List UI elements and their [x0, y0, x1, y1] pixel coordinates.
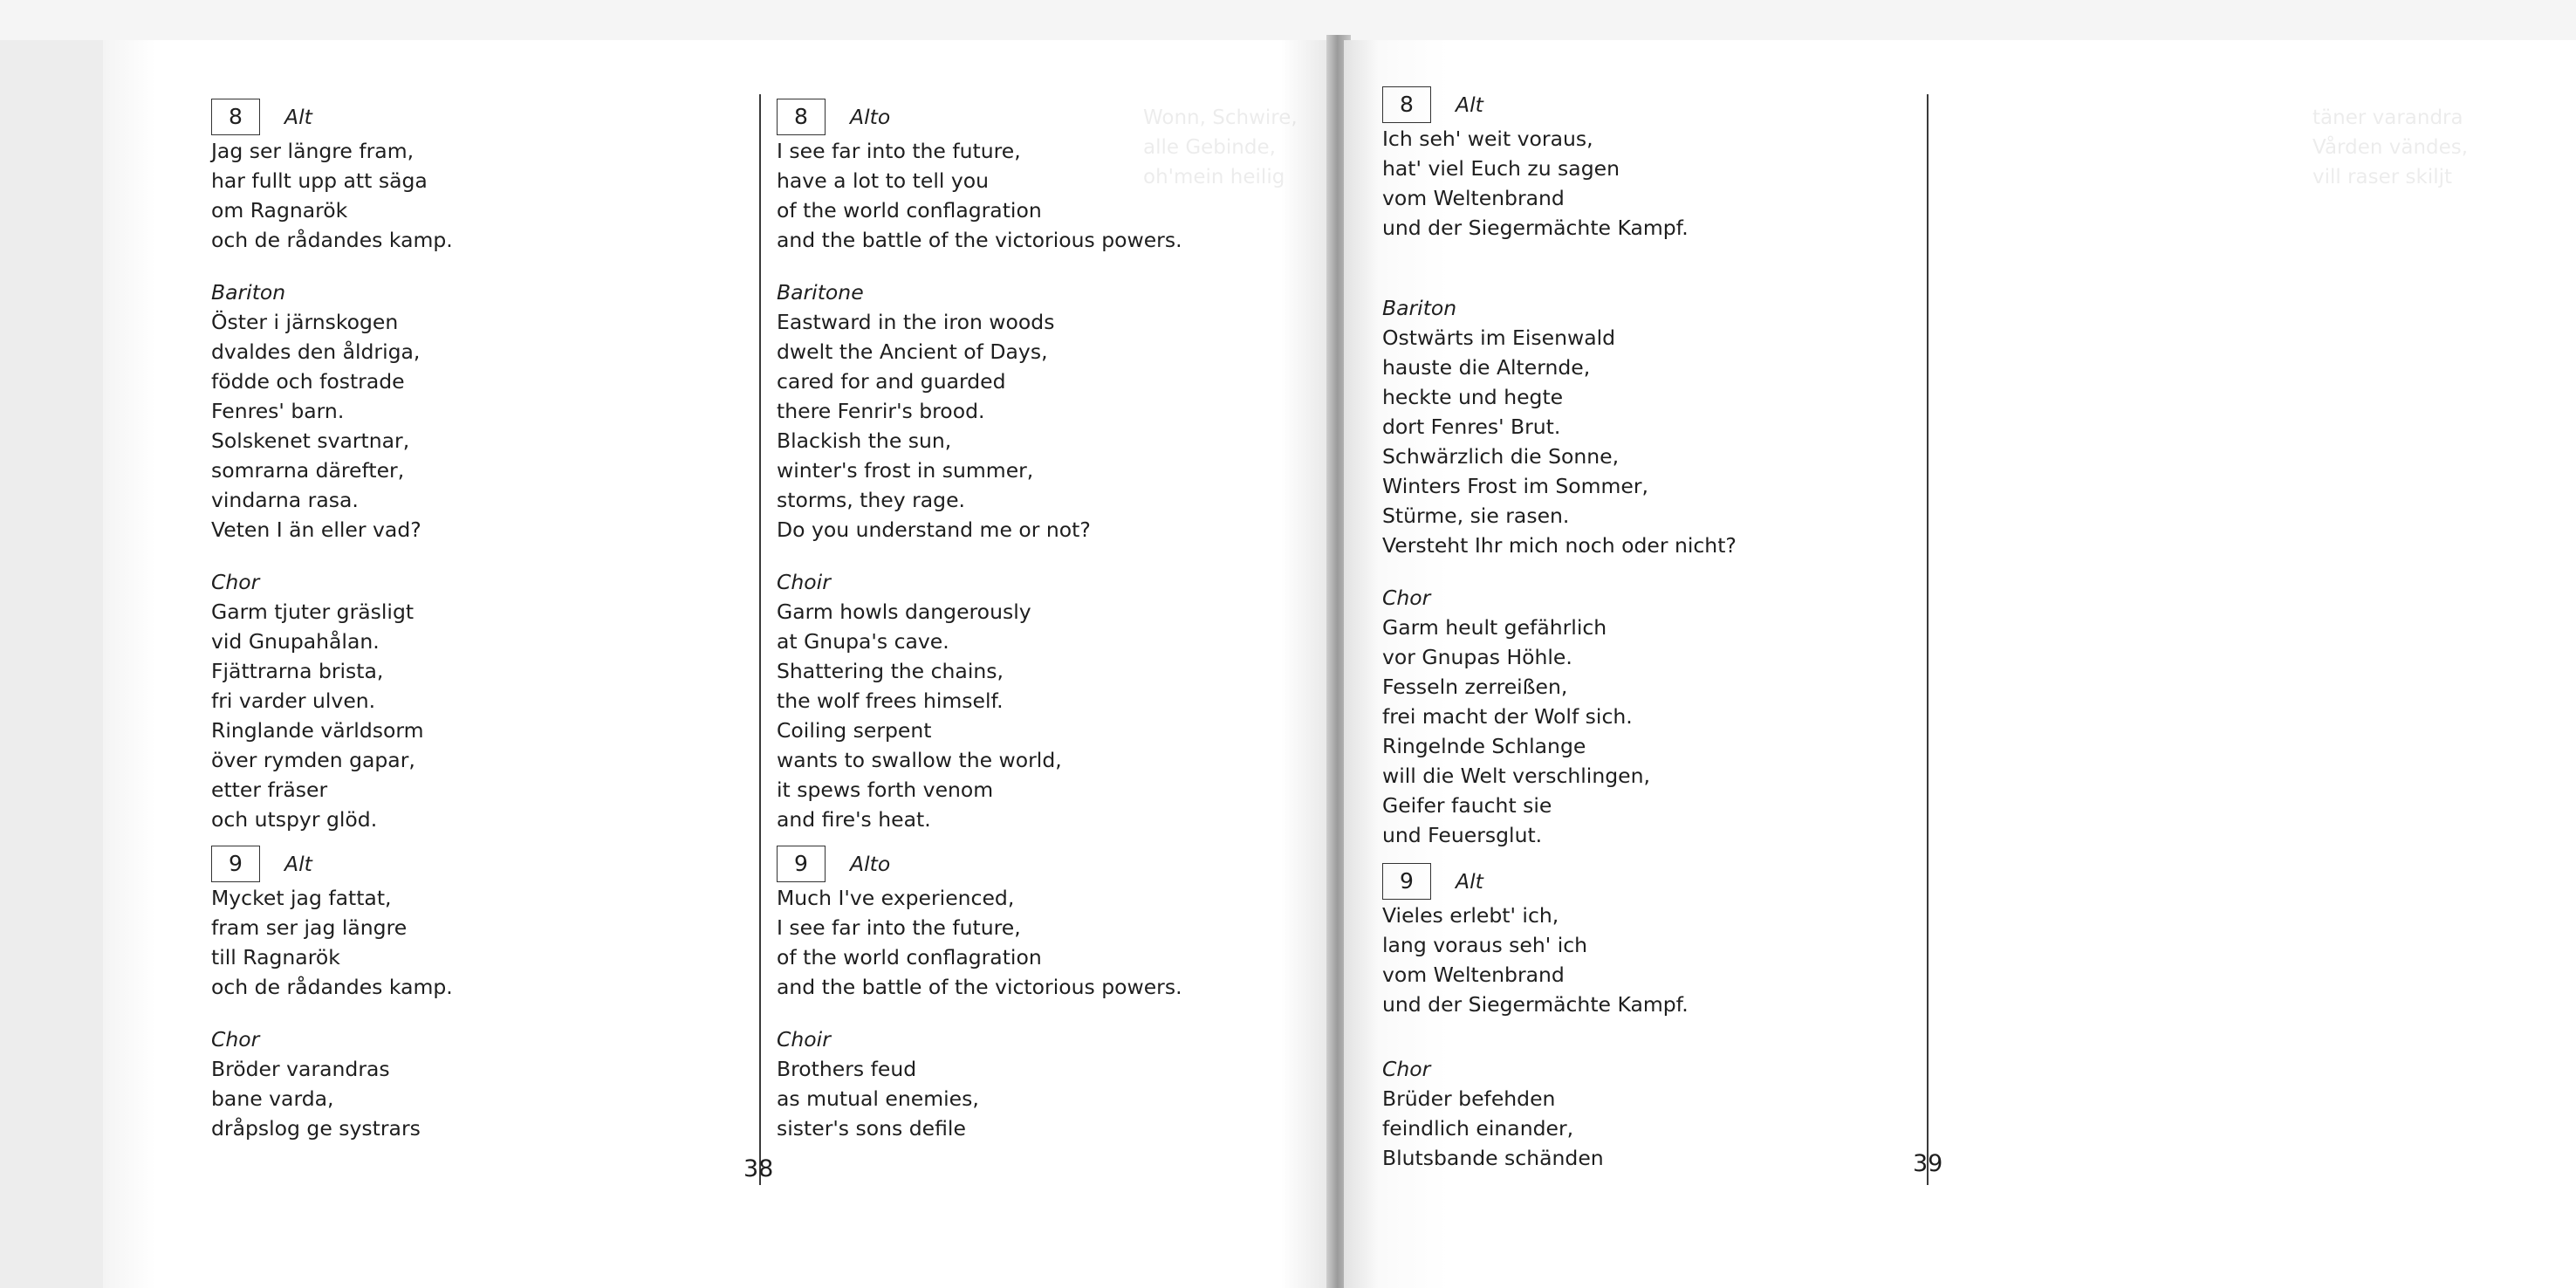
- verse-line: und der Siegermächte Kampf.: [1382, 992, 1689, 1017]
- verse-line: Schwärzlich die Sonne,: [1382, 444, 1620, 469]
- verse-line: vom Weltenbrand: [1382, 963, 1565, 987]
- verse-line: Ich seh' weit voraus,: [1382, 127, 1593, 151]
- verse-line: sister's sons defile: [777, 1116, 966, 1141]
- verse-line: och de rådandes kamp.: [211, 975, 453, 999]
- verse-line: Brothers feud: [777, 1057, 917, 1081]
- stanza-9-swedish: [211, 845, 453, 1002]
- verse-line: as mutual enemies,: [777, 1086, 979, 1111]
- voice-label: Alto: [850, 852, 891, 876]
- verse-line: and fire's heat.: [777, 807, 931, 832]
- verse-line: Fenres' barn.: [211, 399, 345, 423]
- verse-line: Shattering the chains,: [777, 659, 1004, 683]
- verse-line: Garm tjuter gräsligt: [211, 599, 414, 624]
- stanza-9-english: [777, 845, 1182, 1002]
- verse-line: und der Siegermächte Kampf.: [1382, 216, 1689, 240]
- stanza-bariton-german: [1382, 293, 1737, 560]
- right-page: [1344, 40, 2576, 1288]
- verse-line: Much I've experienced,: [777, 886, 1015, 910]
- show-through-text: täner varandra Vården vändes, vill raser skiljt: [2312, 106, 2469, 188]
- section-number-box: 9: [777, 846, 826, 882]
- verse-line: och de rådandes kamp.: [211, 228, 453, 252]
- english-column: [777, 98, 1182, 1143]
- stanza-8-swedish: [211, 98, 453, 255]
- stanza-8-german: [1382, 86, 1737, 243]
- stanza-baritone-english: [777, 277, 1182, 545]
- verse-line: storms, they rage.: [777, 488, 966, 512]
- verse-line: Blackish the sun,: [777, 428, 952, 453]
- voice-label: Alto: [850, 105, 891, 129]
- verse-line: Ringlande världsorm: [211, 718, 424, 743]
- verse-line: Geifer faucht sie: [1382, 793, 1552, 818]
- voice-label: Bariton: [1382, 296, 1457, 320]
- verse-line: will die Welt verschlingen,: [1382, 764, 1650, 788]
- verse-line: winter's frost in summer,: [777, 458, 1034, 483]
- stanza-8-english: [777, 98, 1182, 255]
- voice-label: Chor: [211, 1027, 260, 1052]
- stanza-chor2-swedish: [211, 1024, 453, 1143]
- verse-line: heckte und hegte: [1382, 385, 1564, 409]
- verse-line: the wolf frees himself.: [777, 689, 1004, 713]
- verse-line: Fjättrarna brista,: [211, 659, 384, 683]
- verse-line: Fesseln zerreißen,: [1382, 675, 1568, 699]
- page-number: 38: [743, 1155, 774, 1182]
- verse-line: Vieles erlebt' ich,: [1382, 903, 1559, 928]
- verse-line: vor Gnupas Höhle.: [1382, 645, 1572, 669]
- verse-lines: [777, 307, 1182, 545]
- stanza-choir2-english: [777, 1024, 1182, 1143]
- verse-line: it spews forth venom: [777, 778, 994, 802]
- voice-label: Choir: [777, 1027, 831, 1052]
- verse-line: dvaldes den åldriga,: [211, 339, 421, 364]
- stanza-chor-german: [1382, 583, 1737, 850]
- verse-line: har fullt upp att säga: [211, 168, 428, 193]
- verse-lines: [211, 136, 453, 255]
- voice-label: Bariton: [211, 280, 286, 305]
- verse-line: Jag ser längre fram,: [211, 139, 414, 163]
- verse-line: fri varder ulven.: [211, 689, 376, 713]
- verse-line: Bröder varandras: [211, 1057, 390, 1081]
- voice-label: Chor: [1382, 586, 1431, 610]
- verse-lines: [211, 307, 453, 545]
- show-through-text: Wonn, Schwire, alle Gebinde, oh'mein heilig: [1143, 106, 1298, 188]
- verse-line: Veten I än eller vad?: [211, 517, 421, 542]
- verse-line: över rymden gapar,: [211, 748, 415, 772]
- voice-label: Alt: [1456, 869, 1483, 894]
- verse-line: Coiling serpent: [777, 718, 932, 743]
- verse-lines: [1382, 323, 1737, 560]
- verse-line: vom Weltenbrand: [1382, 186, 1565, 210]
- verse-line: Brüder befehden: [1382, 1086, 1556, 1111]
- verse-line: cared for and guarded: [777, 369, 1006, 394]
- verse-line: Eastward in the iron woods: [777, 310, 1055, 334]
- verse-line: lang voraus seh' ich: [1382, 933, 1588, 957]
- verse-line: och utspyr glöd.: [211, 807, 378, 832]
- voice-label: Chor: [211, 570, 260, 594]
- page-number: 39: [1913, 1150, 1943, 1177]
- verse-line: frei macht der Wolf sich.: [1382, 704, 1633, 729]
- verse-line: hat' viel Euch zu sagen: [1382, 156, 1620, 181]
- verse-line: Winters Frost im Sommer,: [1382, 474, 1649, 498]
- stanza-9-german: [1382, 862, 1737, 1019]
- verse-line: vindarna rasa.: [211, 488, 359, 512]
- verse-line: Ostwärts im Eisenwald: [1382, 325, 1616, 350]
- verse-line: there Fenrir's brood.: [777, 399, 985, 423]
- verse-line: at Gnupa's cave.: [777, 629, 949, 654]
- verse-lines: [1382, 901, 1737, 1019]
- section-number-box: 8: [777, 99, 826, 135]
- verse-line: till Ragnarök: [211, 945, 340, 969]
- verse-lines: [777, 883, 1182, 1002]
- verse-line: Garm heult gefährlich: [1382, 615, 1607, 640]
- verse-lines: [211, 597, 453, 834]
- verse-lines: [211, 1054, 453, 1143]
- scan-background: [0, 0, 2576, 40]
- verse-line: and the battle of the victorious powers.: [777, 975, 1182, 999]
- verse-line: and the battle of the victorious powers.: [777, 228, 1182, 252]
- voice-label: Alt: [284, 105, 312, 129]
- verse-line: Do you understand me or not?: [777, 517, 1091, 542]
- section-number-box: 9: [1382, 863, 1431, 900]
- section-number-box: 8: [211, 99, 260, 135]
- verse-line: Öster i järnskogen: [211, 310, 399, 334]
- verse-line: Garm howls dangerously: [777, 599, 1031, 624]
- voice-label: Alt: [284, 852, 312, 876]
- verse-line: I see far into the future,: [777, 915, 1021, 940]
- verse-line: vid Gnupahålan.: [211, 629, 380, 654]
- verse-line: födde och fostrade: [211, 369, 405, 394]
- verse-line: Solskenet svartnar,: [211, 428, 410, 453]
- swedish-column: [211, 98, 453, 1143]
- verse-line: of the world conflagration: [777, 945, 1042, 969]
- section-number-box: 9: [211, 846, 260, 882]
- verse-lines: [1382, 124, 1737, 243]
- verse-lines: [211, 883, 453, 1002]
- verse-line: hauste die Alternde,: [1382, 355, 1591, 380]
- verse-lines: [777, 1054, 1182, 1143]
- stanza-choir-english: [777, 567, 1182, 834]
- stanza-chor2-german: [1382, 1054, 1737, 1173]
- verse-line: fram ser jag längre: [211, 915, 408, 940]
- column-divider: [759, 94, 761, 1185]
- verse-line: Blutsbande schänden: [1382, 1146, 1604, 1170]
- verse-line: Mycket jag fattat,: [211, 886, 392, 910]
- verse-line: dort Fenres' Brut.: [1382, 414, 1561, 439]
- voice-label: Choir: [777, 570, 831, 594]
- verse-line: Stürme, sie rasen.: [1382, 504, 1570, 528]
- verse-line: etter fräser: [211, 778, 328, 802]
- left-page: [103, 40, 1333, 1288]
- verse-lines: [777, 136, 1182, 255]
- verse-line: dråpslog ge systrars: [211, 1116, 421, 1141]
- voice-label: Baritone: [777, 280, 864, 305]
- verse-lines: [1382, 613, 1737, 850]
- verse-line: bane varda,: [211, 1086, 334, 1111]
- verse-line: om Ragnarök: [211, 198, 348, 223]
- verse-lines: [777, 597, 1182, 834]
- verse-line: of the world conflagration: [777, 198, 1042, 223]
- voice-label: Alt: [1456, 92, 1483, 117]
- verse-line: Ringelnde Schlange: [1382, 734, 1586, 758]
- column-divider: [1927, 94, 1929, 1185]
- verse-line: dwelt the Ancient of Days,: [777, 339, 1048, 364]
- stanza-bariton-swedish: [211, 277, 453, 545]
- verse-line: und Feuersglut.: [1382, 823, 1543, 847]
- section-number-box: 8: [1382, 86, 1431, 123]
- german-column: [1382, 86, 1737, 1173]
- verse-line: somrarna därefter,: [211, 458, 405, 483]
- verse-line: Versteht Ihr mich noch oder nicht?: [1382, 533, 1737, 558]
- verse-line: have a lot to tell you: [777, 168, 990, 193]
- verse-line: I see far into the future,: [777, 139, 1021, 163]
- voice-label: Chor: [1382, 1057, 1431, 1081]
- verse-lines: [1382, 1084, 1737, 1173]
- stanza-chor-swedish: [211, 567, 453, 834]
- verse-line: feindlich einander,: [1382, 1116, 1574, 1141]
- verse-line: wants to swallow the world,: [777, 748, 1062, 772]
